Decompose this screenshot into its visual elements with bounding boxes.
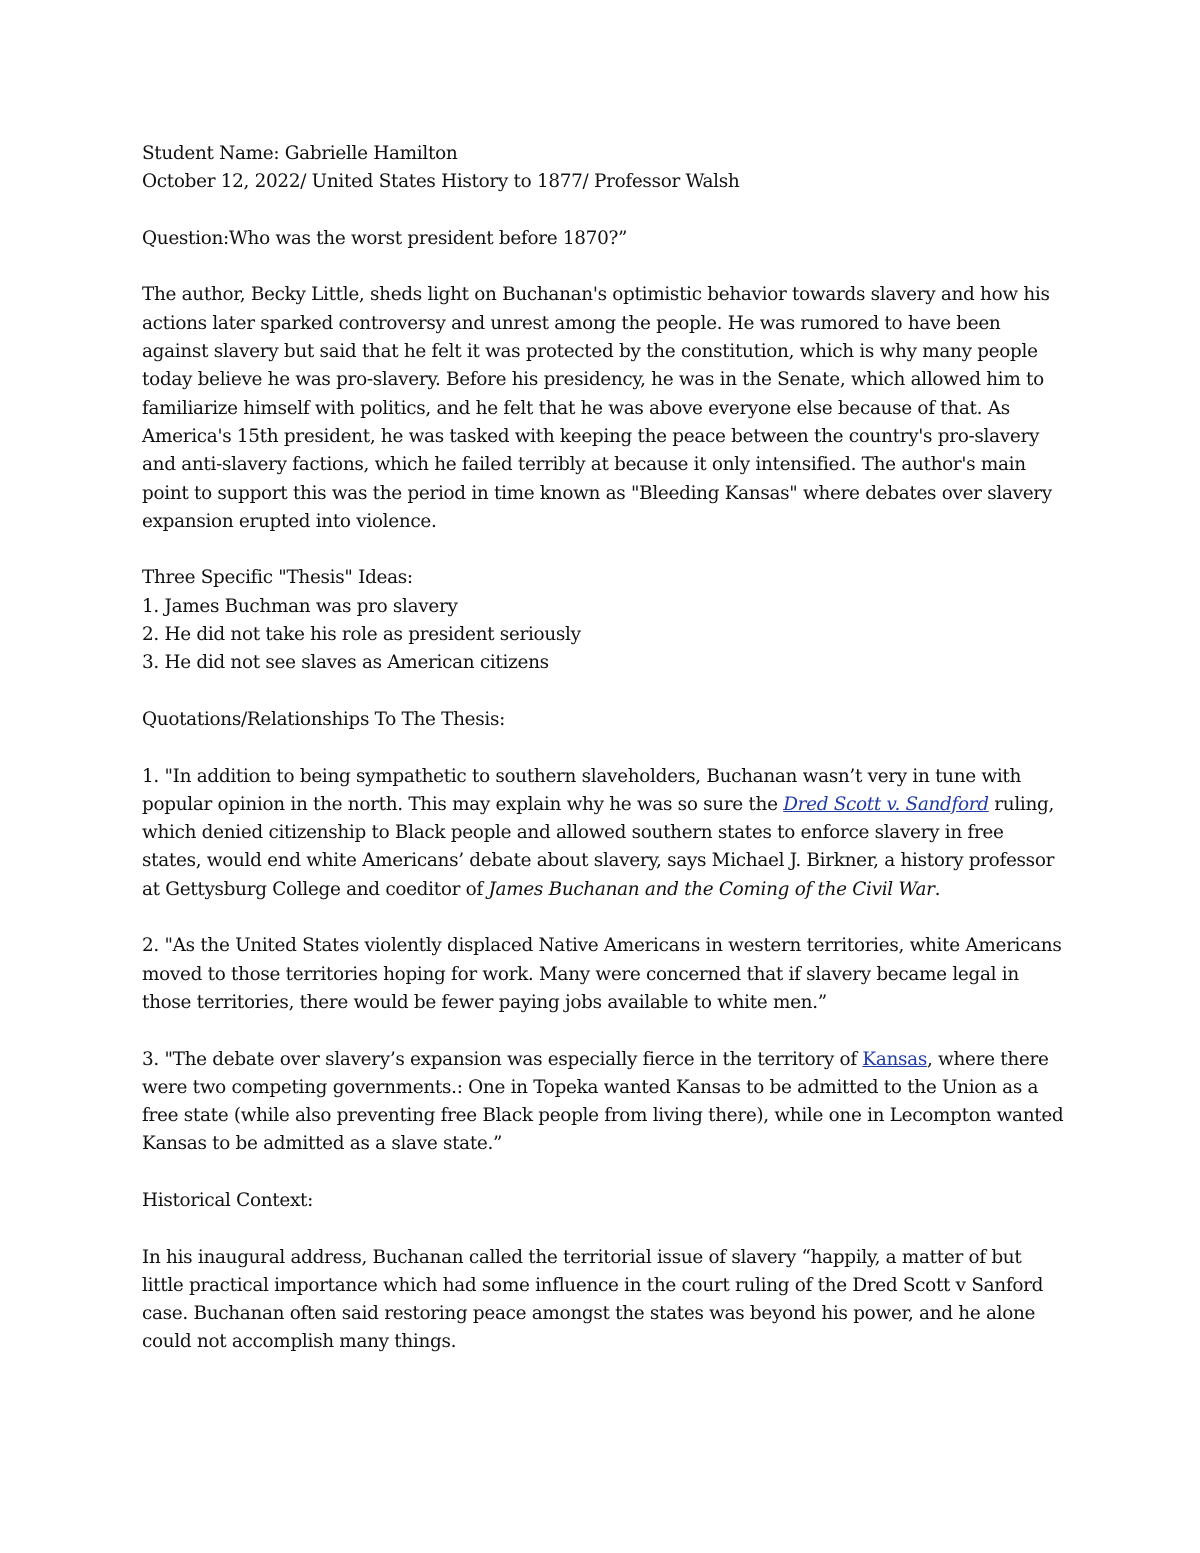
quotation-1-text-middle: ruling, which denied citizenship to Black people and allowed southern states to enforce slavery in free states, would end white Americans’ debate about slavery, says Michael J. Birkner, a history professor at Gettysburg College and coeditor of	[142, 793, 1055, 900]
quotation-1	[142, 763, 1067, 904]
dred-scott-link[interactable]: Dred Scott v. Sandford	[783, 793, 989, 815]
thesis-item-1: 1. James Buchman was pro slavery	[142, 595, 458, 617]
thesis-item-3: 3. He did not see slaves as American citizens	[142, 652, 549, 674]
summary-paragraph: The author, Becky Little, sheds light on Buchanan's optimistic behavior towards slavery and how his actions later sparked controversy and unrest among the people. He was rumored to have been against slavery but said that he felt it was protected by the constitution, which is why many people today believe he was pro-slavery. Before his presidency, he was in the Senate, which allowed him to familiarize himself with politics, and he felt that he was above everyone else because of that. As America's 15th president, he was tasked with keeping the peace between the country's pro-slavery and anti-slavery factions, which he failed terribly at because it only intensified. The author's main point to support this was the period in time known as "Bleeding Kansas" where debates over slavery expansion erupted into violence.	[142, 284, 1052, 532]
spacer	[142, 734, 1067, 762]
quotation-1-end: .	[934, 878, 941, 900]
thesis-item-2: 2. He did not take his role as president seriously	[142, 624, 581, 646]
spacer	[142, 904, 1067, 932]
quotation-3-text-end: , where there were two competing governments.: One in Topeka wanted Kansas to be admitted to the Union as a free state (while also preventing free Black people from living there), while one in Lecompton wanted Kansas to be admitted as a slave state.”	[142, 1048, 1064, 1155]
spacer	[142, 536, 1067, 564]
spacer	[142, 1017, 1067, 1045]
spacer	[142, 1215, 1067, 1243]
spacer	[142, 253, 1067, 281]
spacer	[142, 197, 1067, 225]
quotations-heading: Quotations/Relationships To The Thesis:	[142, 708, 505, 730]
question-line: Question:Who was the worst president before 1870?”	[142, 227, 628, 249]
quotation-2: 2. "As the United States violently displaced Native Americans in western territories, white Americans moved to those territories hoping for work. Many were concerned that if slavery became legal in those territories, there would be fewer paying jobs available to white men.”	[142, 935, 1062, 1013]
spacer	[142, 678, 1067, 706]
historical-context-heading: Historical Context:	[142, 1189, 314, 1211]
quotation-1-text-start: 1. "In addition to being sympathetic to southern slaveholders, Buchanan wasn’t very in tune with popular opinion in the north. This may explain why he was so sure the	[142, 765, 1022, 815]
historical-context-paragraph: In his inaugural address, Buchanan called the territorial issue of slavery “happily, a matter of but little practical importance which had some influence in the court ruling of the Dred Scott v Sanford case. Buchanan often said restoring peace amongst the states was beyond his power, and he alone could not accomplish many things.	[142, 1246, 1044, 1353]
student-name-line: Student Name: Gabrielle Hamilton	[142, 143, 458, 164]
quotation-3	[142, 1046, 1067, 1159]
thesis-heading: Three Specific "Thesis" Ideas:	[142, 567, 413, 589]
document-body	[142, 140, 1067, 1357]
book-title: James Buchanan and the Coming of the Civil War	[488, 878, 935, 900]
course-info-line: October 12, 2022/ United States History to 1877/ Professor Walsh	[142, 171, 740, 193]
quotation-3-text-start: 3. "The debate over slavery’s expansion was especially fierce in the territory of	[142, 1048, 863, 1070]
spacer	[142, 1159, 1067, 1187]
kansas-link[interactable]: Kansas	[862, 1048, 927, 1070]
